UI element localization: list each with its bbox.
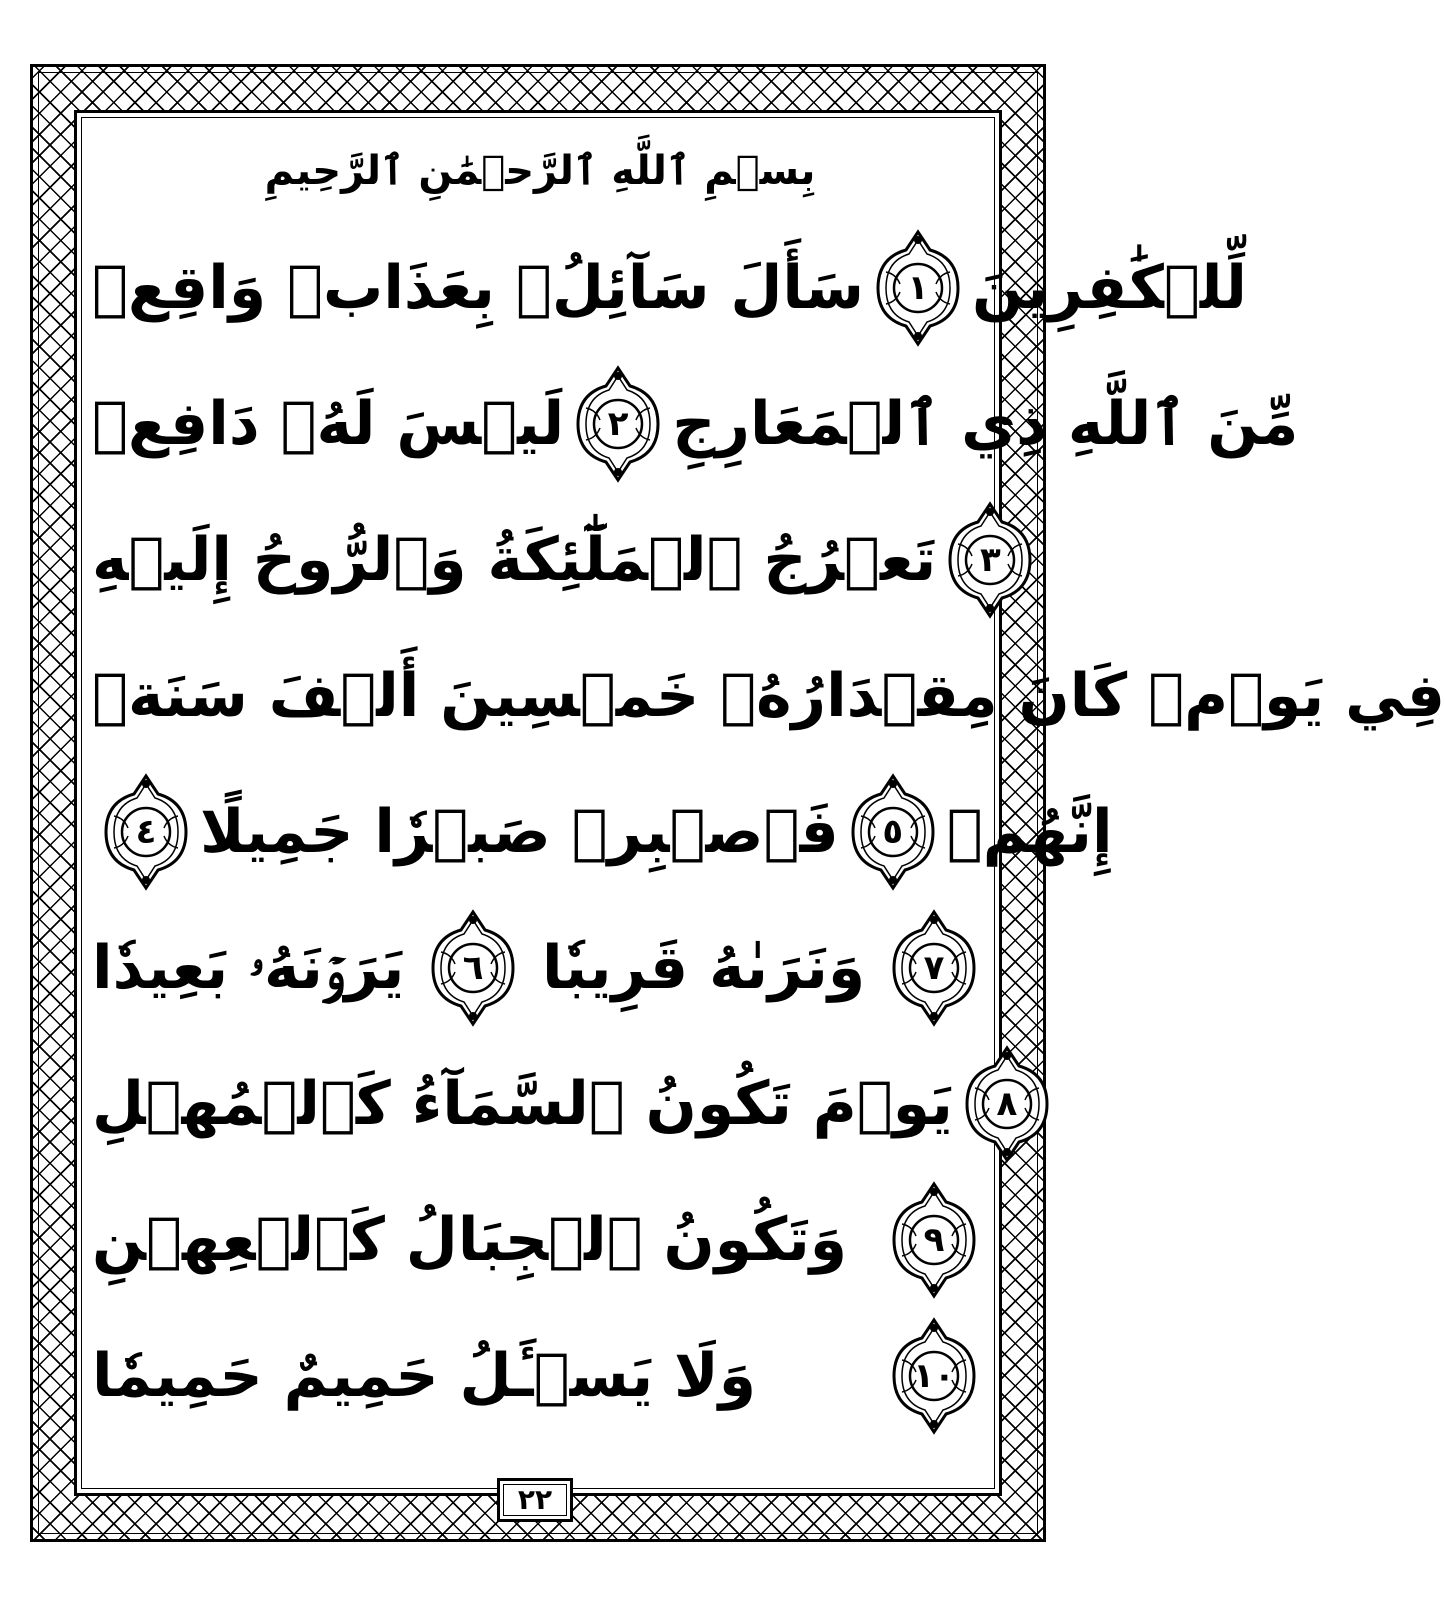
verse-text: وَتَكُونُ ٱلۡجِبَالُ كَٱلۡعِهۡنِ [92,1205,848,1275]
verse-line [92,900,988,1036]
verse-lines [92,220,1445,1444]
verse-text: تَعۡرُجُ ٱلۡمَلَٰٓئِكَةُ وَٱلرُّوحُ إِلَيۡهِ [92,525,937,595]
verse-text: مِّنَ ٱللَّهِ ذِي ٱلۡمَعَارِجِ [672,389,1299,459]
verse-line [92,1036,1018,1172]
ayah-number: ١٠ [913,1356,955,1396]
ayah-number: ٧ [923,948,945,988]
ayah-number: ٦ [462,948,484,988]
verse-line [92,492,1001,628]
ayah-marker [872,228,964,348]
verse-text: لَيۡسَ لَهُۥ دَافِعٞ [92,389,565,459]
verse-text: وَلَا يَسۡـَٔلُ حَمِيمٌ حَمِيمٗا [92,1341,757,1411]
basmala-heading: بِسۡمِ ٱللَّهِ ٱلرَّحۡمَٰنِ ٱلرَّحِيمِ [264,148,816,194]
verse-text: إِنَّهُمۡ [946,797,1113,867]
ayah-number: ٣ [979,540,1001,580]
ayah-number: ٨ [996,1084,1018,1124]
verse-text: لِّلۡكَٰفِرِينَ [971,253,1247,323]
verse-text: يَوۡمَ تَكُونُ ٱلسَّمَآءُ كَٱلۡمُهۡلِ [92,1069,953,1139]
ayah-number: ٤ [135,812,157,852]
page-number: ٢٢ [497,1478,573,1522]
ayah-number: ١ [907,268,929,308]
verse-line [92,356,1299,492]
ayah-marker [888,908,980,1028]
verse-line [92,220,1247,356]
verse-line [92,1308,988,1444]
ayah-marker [100,772,192,892]
ayah-number: ٩ [923,1220,945,1260]
ayah-marker [427,908,519,1028]
ayah-marker [944,500,1036,620]
verse-text: فِي يَوۡمٖ كَانَ مِقۡدَارُهُۥ خَمۡسِينَ أَلۡفَ سَنَةٖ [92,661,1445,731]
ayah-marker [847,772,939,892]
ayah-marker [961,1044,1053,1164]
verse-text: يَرَوۡنَهُۥ بَعِيدٗا [92,933,405,1003]
verse-line [92,628,1445,764]
verse-line [92,1172,988,1308]
verse-text: فَٱصۡبِرۡ صَبۡرٗا جَمِيلًا [200,797,839,867]
ayah-marker [888,1316,980,1436]
ayah-marker [888,1180,980,1300]
verse-text: سَأَلَ سَآئِلُۢ بِعَذَابٖ وَاقِعٖ [92,253,864,323]
verse-line [92,764,1113,900]
verse-text: وَنَرَىٰهُ قَرِيبٗا [542,933,866,1003]
ayah-number: ٥ [882,812,904,852]
ayah-marker [572,364,664,484]
ayah-number: ٢ [607,404,629,444]
